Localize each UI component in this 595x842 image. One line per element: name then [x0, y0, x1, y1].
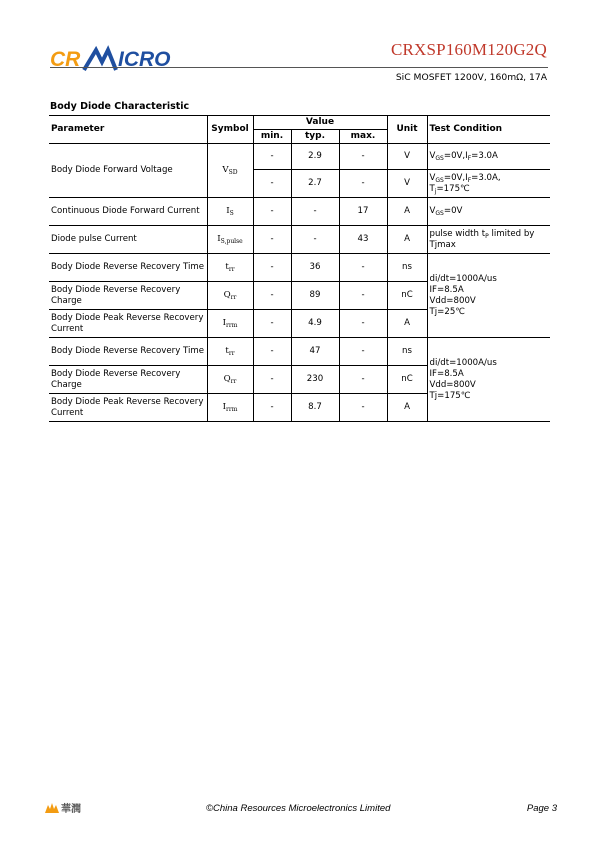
param-cell: Body Diode Peak Reverse Recovery Current: [49, 310, 207, 338]
symbol-cell: $Q_{rr}$: [207, 366, 253, 394]
unit-cell: ns: [387, 338, 427, 366]
unit-cell: A: [387, 226, 427, 254]
typ-cell: 8.7: [291, 394, 339, 422]
crown-icon: [45, 803, 59, 813]
unit-cell: A: [387, 310, 427, 338]
param-cell: Body Diode Forward Voltage: [49, 144, 207, 198]
typ-cell: -: [291, 226, 339, 254]
symbol-cell: $V_{SD}$: [207, 144, 253, 198]
typ-cell: 4.9: [291, 310, 339, 338]
unit-cell: V: [387, 144, 427, 170]
page-number: Page 3: [526, 803, 557, 814]
table-row: [49, 198, 550, 226]
unit-cell: A: [387, 198, 427, 226]
header-parameter: Parameter: [49, 116, 207, 144]
param-cell: Body Diode Reverse Recovery Time: [49, 338, 207, 366]
symbol-cell: $t_{rr}$: [207, 338, 253, 366]
param-cell: Body Diode Reverse Recovery Charge: [49, 366, 207, 394]
unit-cell: ns: [387, 254, 427, 282]
max-cell: 43: [339, 226, 387, 254]
condition-cell: di/dt=1000A/us IF=8.5A Vdd=800V Tj=175℃: [427, 338, 550, 422]
table-row: [49, 338, 550, 366]
max-cell: -: [339, 254, 387, 282]
symbol-cell: $I_S$: [207, 198, 253, 226]
crmicro-logo: [50, 44, 190, 74]
symbol-cell: $I_{rrm}$: [207, 394, 253, 422]
header-min: min.: [253, 130, 291, 144]
copyright-text: ©China Resources Microelectronics Limited: [206, 803, 391, 814]
table-header-row: [49, 116, 550, 130]
symbol-cell: $t_{rr}$: [207, 254, 253, 282]
condition-cell: $V_{GS}=0V,I_F=3.0A$, $T_j=175℃$: [427, 170, 550, 198]
typ-cell: 2.7: [291, 170, 339, 198]
max-cell: -: [339, 170, 387, 198]
min-cell: -: [253, 198, 291, 226]
max-cell: 17: [339, 198, 387, 226]
param-cell: Continuous Diode Forward Current: [49, 198, 207, 226]
header-typ: typ.: [291, 130, 339, 144]
product-subtitle: SiC MOSFET 1200V, 160mΩ, 17A: [395, 72, 547, 83]
unit-cell: V: [387, 170, 427, 198]
condition-cell: di/dt=1000A/us IF=8.5A Vdd=800V Tj=25℃: [427, 254, 550, 338]
max-cell: -: [339, 366, 387, 394]
max-cell: -: [339, 144, 387, 170]
condition-cell: $V_{GS}=0V$: [427, 198, 550, 226]
typ-cell: 89: [291, 282, 339, 310]
header-max: max.: [339, 130, 387, 144]
max-cell: -: [339, 394, 387, 422]
min-cell: -: [253, 254, 291, 282]
header-value: Value: [253, 116, 387, 130]
min-cell: -: [253, 226, 291, 254]
param-cell: Body Diode Reverse Recovery Time: [49, 254, 207, 282]
header-symbol: Symbol: [207, 116, 253, 144]
min-cell: -: [253, 170, 291, 198]
svg-text:CR: CR: [50, 48, 81, 71]
header-unit: Unit: [387, 116, 427, 144]
param-cell: Diode pulse Current: [49, 226, 207, 254]
table-row: [49, 226, 550, 254]
param-cell: Body Diode Peak Reverse Recovery Current: [49, 394, 207, 422]
symbol-cell: $Q_{rr}$: [207, 282, 253, 310]
table-row: [49, 254, 550, 282]
header-condition: Test Condition: [427, 116, 550, 144]
part-number: CRXSP160M120G2Q: [390, 40, 547, 59]
table-row: [49, 144, 550, 170]
condition-cell: pulse width $t_P$ limited by Tjmax: [427, 226, 550, 254]
unit-cell: A: [387, 394, 427, 422]
unit-cell: nC: [387, 366, 427, 394]
body-diode-table: [49, 115, 550, 422]
header-divider: [50, 67, 548, 68]
min-cell: -: [253, 394, 291, 422]
min-cell: -: [253, 310, 291, 338]
param-cell: Body Diode Reverse Recovery Charge: [49, 282, 207, 310]
min-cell: -: [253, 366, 291, 394]
symbol-cell: $I_{rrm}$: [207, 310, 253, 338]
svg-text:華潤: 華潤: [61, 804, 81, 814]
unit-cell: nC: [387, 282, 427, 310]
max-cell: -: [339, 338, 387, 366]
typ-cell: 47: [291, 338, 339, 366]
typ-cell: -: [291, 198, 339, 226]
min-cell: -: [253, 144, 291, 170]
typ-cell: 2.9: [291, 144, 339, 170]
max-cell: -: [339, 310, 387, 338]
min-cell: -: [253, 338, 291, 366]
typ-cell: 36: [291, 254, 339, 282]
typ-cell: 230: [291, 366, 339, 394]
china-resources-logo: [44, 800, 86, 814]
symbol-cell: $I_{S,pulse}$: [207, 226, 253, 254]
section-title: Body Diode Characteristic: [50, 101, 190, 112]
condition-cell: $V_{GS}=0V,I_F=3.0A$: [427, 144, 550, 170]
max-cell: -: [339, 282, 387, 310]
min-cell: -: [253, 282, 291, 310]
svg-text:ICRO: ICRO: [118, 48, 171, 71]
